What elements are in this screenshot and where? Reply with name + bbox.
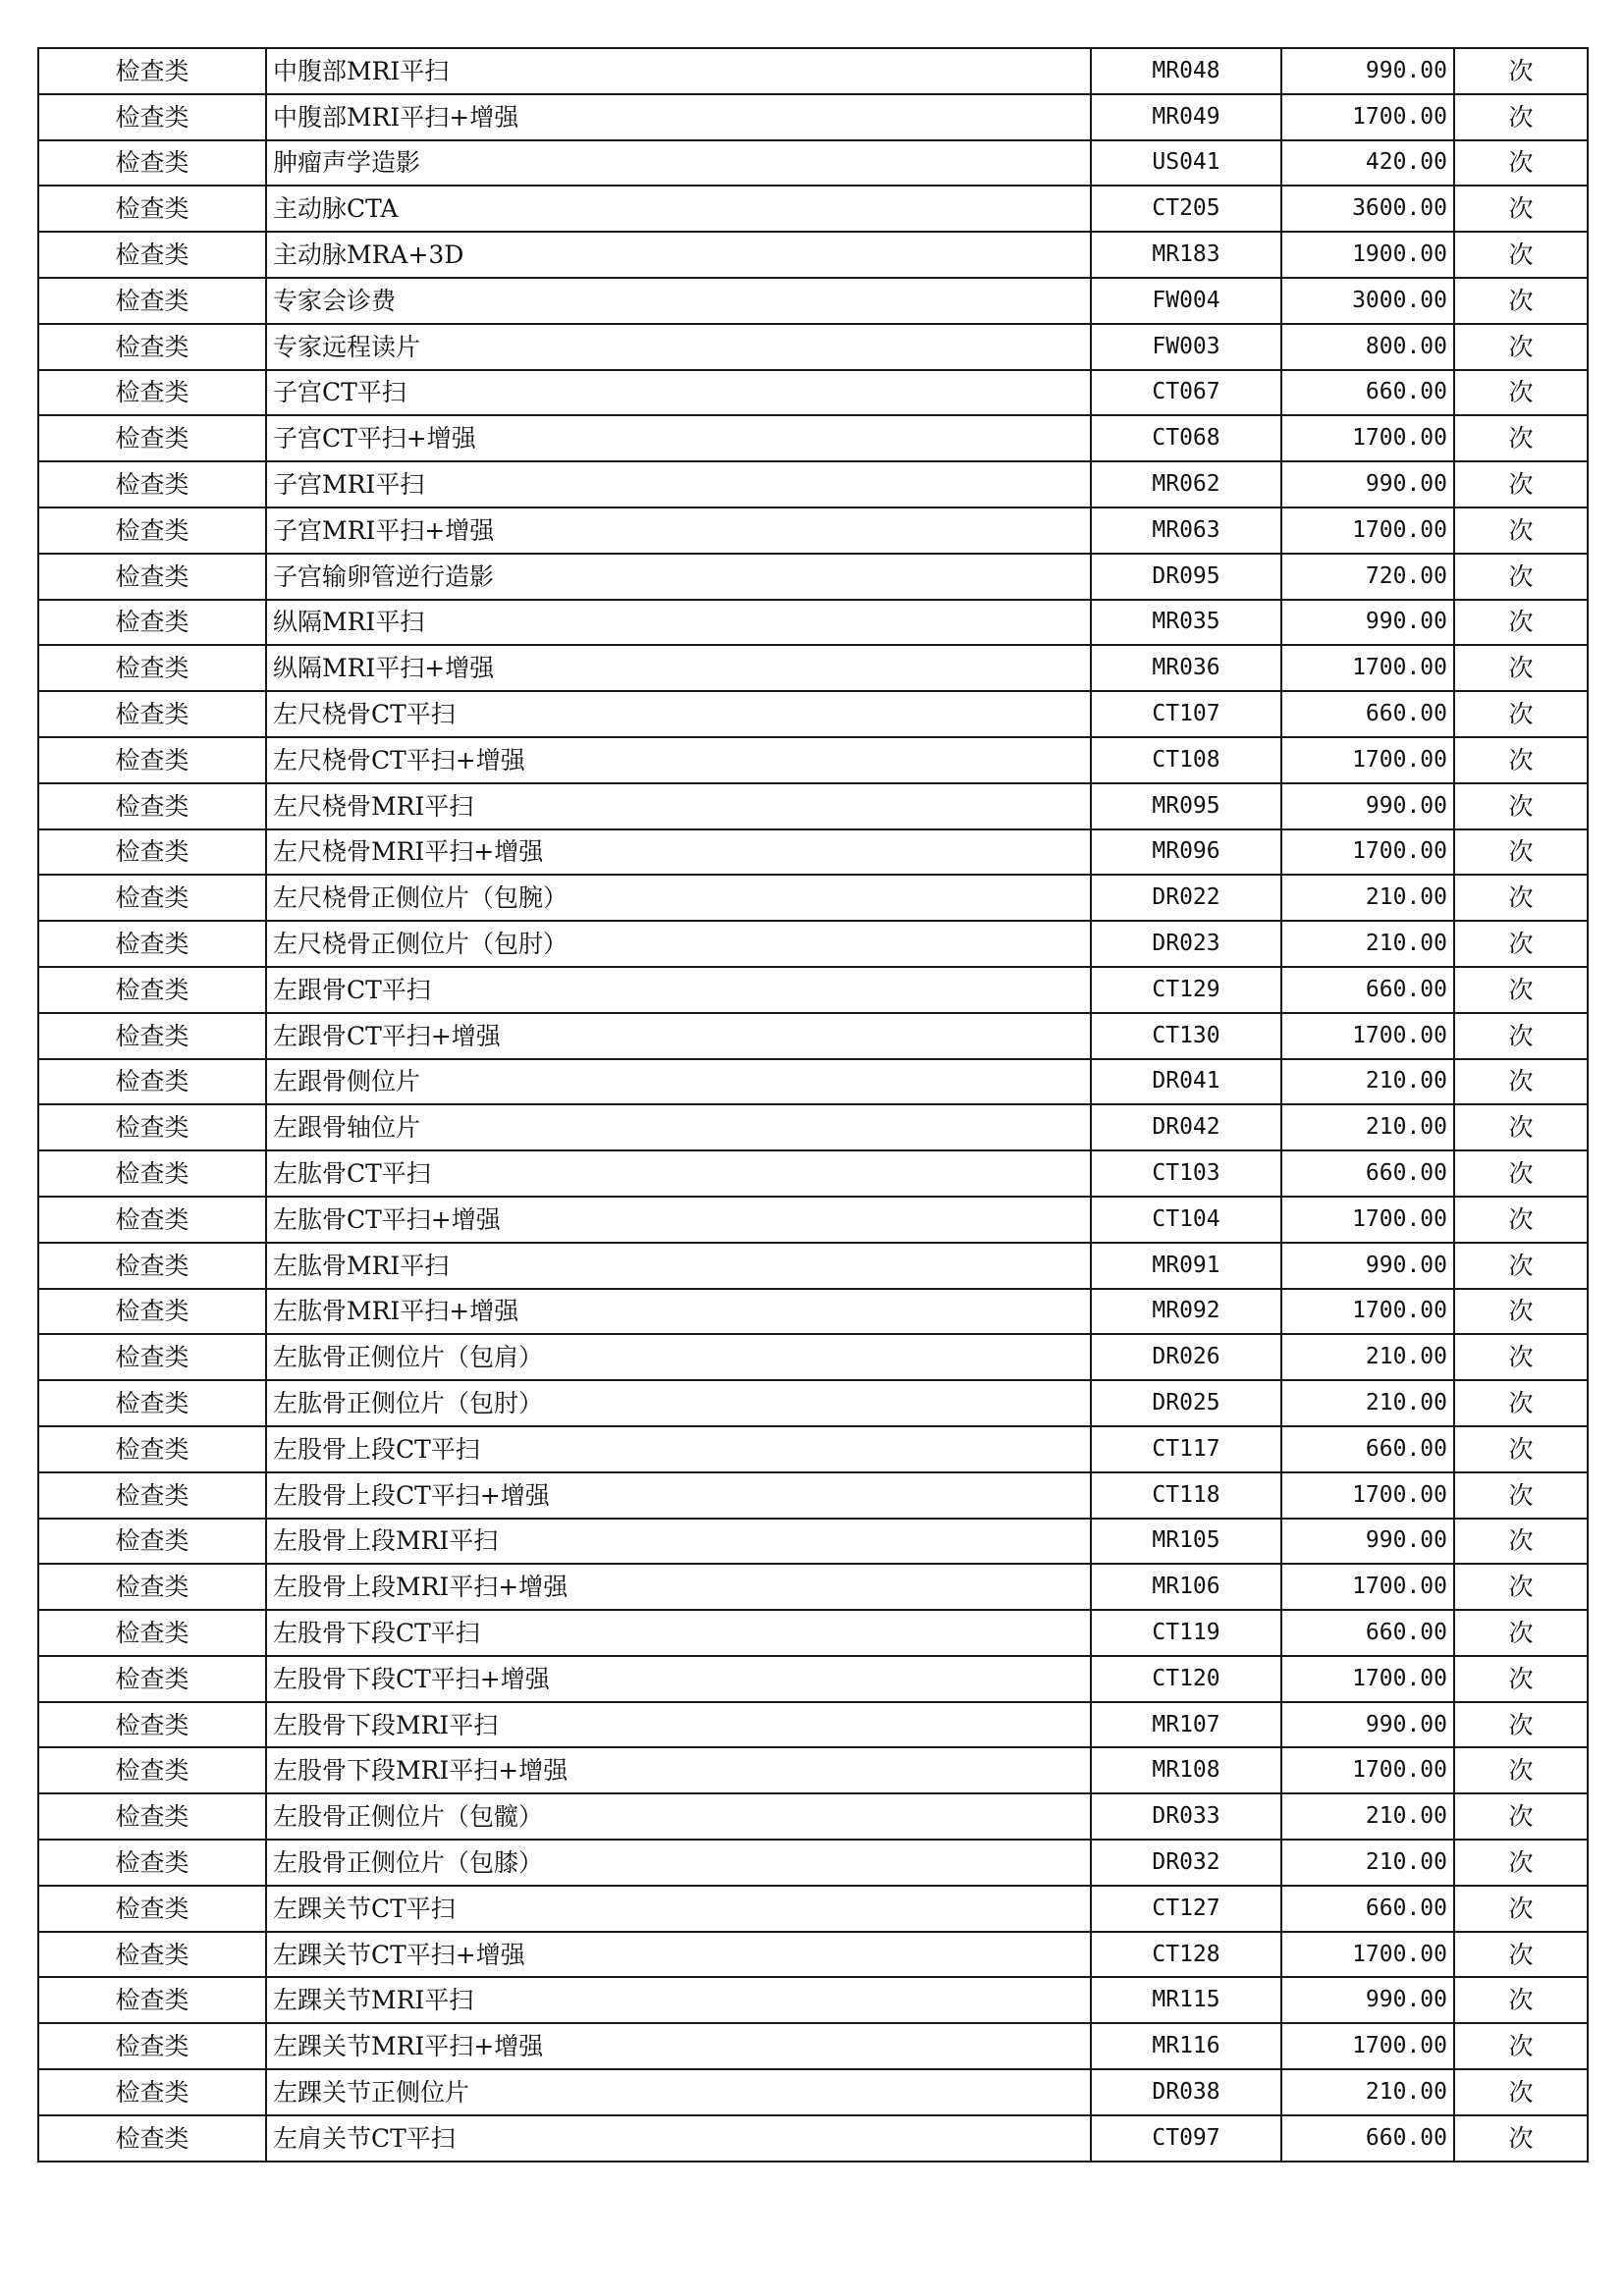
table-row [38, 507, 1588, 554]
category-cell: 检查类 [38, 278, 266, 324]
unit-cell: 次 [1454, 1977, 1588, 2023]
item-name-cell: 左股骨下段CT平扫 [266, 1610, 1091, 1656]
price-cell: 660.00 [1281, 1886, 1454, 1932]
unit-cell: 次 [1454, 1243, 1588, 1289]
table-row [38, 48, 1588, 94]
table-row [38, 1656, 1588, 1702]
price-cell: 1700.00 [1281, 1747, 1454, 1793]
price-cell: 1700.00 [1281, 1472, 1454, 1519]
item-name-cell: 左肱骨CT平扫 [266, 1150, 1091, 1197]
price-cell: 660.00 [1281, 1610, 1454, 1656]
table-row [38, 1932, 1588, 1978]
unit-cell: 次 [1454, 645, 1588, 691]
table-row [38, 1747, 1588, 1793]
item-code-cell: CT127 [1091, 1886, 1281, 1932]
price-cell: 1700.00 [1281, 1932, 1454, 1978]
item-code-cell: CT205 [1091, 186, 1281, 232]
price-cell: 660.00 [1281, 691, 1454, 737]
category-cell: 检查类 [38, 1977, 266, 2023]
category-cell: 检查类 [38, 370, 266, 416]
table-row [38, 1472, 1588, 1519]
item-code-cell: CT103 [1091, 1150, 1281, 1197]
category-cell: 检查类 [38, 1656, 266, 1702]
table-row [38, 1840, 1588, 1886]
category-cell: 检查类 [38, 783, 266, 829]
category-cell: 检查类 [38, 1519, 266, 1565]
category-cell: 检查类 [38, 554, 266, 600]
unit-cell: 次 [1454, 1519, 1588, 1565]
unit-cell: 次 [1454, 1104, 1588, 1150]
unit-cell: 次 [1454, 1793, 1588, 1840]
unit-cell: 次 [1454, 875, 1588, 921]
unit-cell: 次 [1454, 507, 1588, 554]
item-name-cell: 主动脉MRA+3D [266, 232, 1091, 278]
item-name-cell: 左股骨上段CT平扫+增强 [266, 1472, 1091, 1519]
item-name-cell: 左跟骨侧位片 [266, 1059, 1091, 1105]
price-cell: 660.00 [1281, 1150, 1454, 1197]
item-name-cell: 左尺桡骨CT平扫+增强 [266, 737, 1091, 783]
category-cell: 检查类 [38, 691, 266, 737]
item-code-cell: US041 [1091, 140, 1281, 187]
category-cell: 检查类 [38, 1013, 266, 1059]
table-row [38, 783, 1588, 829]
item-code-cell: CT068 [1091, 415, 1281, 461]
item-code-cell: CT108 [1091, 737, 1281, 783]
item-name-cell: 左股骨下段MRI平扫+增强 [266, 1747, 1091, 1793]
item-code-cell: DR026 [1091, 1334, 1281, 1380]
item-name-cell: 专家会诊费 [266, 278, 1091, 324]
category-cell: 检查类 [38, 1334, 266, 1380]
price-cell: 210.00 [1281, 2069, 1454, 2115]
item-code-cell: MR063 [1091, 507, 1281, 554]
item-code-cell: FW004 [1091, 278, 1281, 324]
category-cell: 检查类 [38, 2023, 266, 2069]
price-cell: 990.00 [1281, 1243, 1454, 1289]
unit-cell: 次 [1454, 1932, 1588, 1978]
item-code-cell: CT129 [1091, 967, 1281, 1013]
item-code-cell: MR049 [1091, 94, 1281, 140]
unit-cell: 次 [1454, 1747, 1588, 1793]
price-cell: 1700.00 [1281, 415, 1454, 461]
price-cell: 210.00 [1281, 1840, 1454, 1886]
price-cell: 720.00 [1281, 554, 1454, 600]
price-cell: 210.00 [1281, 1793, 1454, 1840]
category-cell: 检查类 [38, 1840, 266, 1886]
price-cell: 990.00 [1281, 1977, 1454, 2023]
price-cell: 210.00 [1281, 1380, 1454, 1426]
price-cell: 990.00 [1281, 1519, 1454, 1565]
category-cell: 检查类 [38, 1610, 266, 1656]
item-name-cell: 左尺桡骨MRI平扫 [266, 783, 1091, 829]
item-code-cell: MR116 [1091, 2023, 1281, 2069]
unit-cell: 次 [1454, 1564, 1588, 1610]
price-cell: 1700.00 [1281, 1013, 1454, 1059]
item-name-cell: 左股骨正侧位片（包髋） [266, 1793, 1091, 1840]
category-cell: 检查类 [38, 1289, 266, 1335]
category-cell: 检查类 [38, 94, 266, 140]
item-code-cell: CT107 [1091, 691, 1281, 737]
unit-cell: 次 [1454, 461, 1588, 507]
price-cell: 1900.00 [1281, 232, 1454, 278]
item-name-cell: 左跟骨CT平扫+增强 [266, 1013, 1091, 1059]
unit-cell: 次 [1454, 1472, 1588, 1519]
unit-cell: 次 [1454, 324, 1588, 370]
item-code-cell: DR095 [1091, 554, 1281, 600]
price-cell: 990.00 [1281, 1702, 1454, 1748]
unit-cell: 次 [1454, 1610, 1588, 1656]
item-code-cell: MR095 [1091, 783, 1281, 829]
item-name-cell: 子宫CT平扫 [266, 370, 1091, 416]
price-cell: 210.00 [1281, 921, 1454, 967]
price-cell: 210.00 [1281, 1059, 1454, 1105]
price-cell: 1700.00 [1281, 507, 1454, 554]
item-code-cell: DR023 [1091, 921, 1281, 967]
table-row [38, 1519, 1588, 1565]
category-cell: 检查类 [38, 1564, 266, 1610]
item-code-cell: FW003 [1091, 324, 1281, 370]
item-name-cell: 左尺桡骨正侧位片（包腕） [266, 875, 1091, 921]
category-cell: 检查类 [38, 415, 266, 461]
item-name-cell: 子宫MRI平扫 [266, 461, 1091, 507]
price-cell: 800.00 [1281, 324, 1454, 370]
item-code-cell: MR092 [1091, 1289, 1281, 1335]
item-name-cell: 纵隔MRI平扫+增强 [266, 645, 1091, 691]
unit-cell: 次 [1454, 1426, 1588, 1472]
item-code-cell: MR105 [1091, 1519, 1281, 1565]
category-cell: 检查类 [38, 1747, 266, 1793]
price-cell: 990.00 [1281, 461, 1454, 507]
item-code-cell: DR025 [1091, 1380, 1281, 1426]
category-cell: 检查类 [38, 48, 266, 94]
item-name-cell: 肿瘤声学造影 [266, 140, 1091, 187]
table-row [38, 1059, 1588, 1105]
table-row [38, 554, 1588, 600]
item-name-cell: 子宫MRI平扫+增强 [266, 507, 1091, 554]
unit-cell: 次 [1454, 1150, 1588, 1197]
item-code-cell: CT128 [1091, 1932, 1281, 1978]
table-row [38, 1289, 1588, 1335]
category-cell: 检查类 [38, 1472, 266, 1519]
item-name-cell: 左肱骨CT平扫+增强 [266, 1197, 1091, 1243]
table-row [38, 2069, 1588, 2115]
item-code-cell: CT117 [1091, 1426, 1281, 1472]
table-row [38, 1426, 1588, 1472]
unit-cell: 次 [1454, 370, 1588, 416]
item-code-cell: MR091 [1091, 1243, 1281, 1289]
item-code-cell: CT119 [1091, 1610, 1281, 1656]
unit-cell: 次 [1454, 278, 1588, 324]
price-cell: 1700.00 [1281, 2023, 1454, 2069]
table-row [38, 2115, 1588, 2162]
item-name-cell: 左踝关节正侧位片 [266, 2069, 1091, 2115]
item-code-cell: DR032 [1091, 1840, 1281, 1886]
item-name-cell: 左跟骨CT平扫 [266, 967, 1091, 1013]
table-row [38, 1886, 1588, 1932]
item-name-cell: 左股骨上段MRI平扫+增强 [266, 1564, 1091, 1610]
table-row [38, 278, 1588, 324]
price-cell: 1700.00 [1281, 1564, 1454, 1610]
category-cell: 检查类 [38, 461, 266, 507]
category-cell: 检查类 [38, 507, 266, 554]
price-cell: 1700.00 [1281, 1656, 1454, 1702]
unit-cell: 次 [1454, 2069, 1588, 2115]
table-row [38, 1150, 1588, 1197]
item-code-cell: MR035 [1091, 600, 1281, 646]
table-row [38, 875, 1588, 921]
table-row [38, 1243, 1588, 1289]
item-name-cell: 左股骨正侧位片（包膝） [266, 1840, 1091, 1886]
item-code-cell: CT120 [1091, 1656, 1281, 1702]
unit-cell: 次 [1454, 1334, 1588, 1380]
table-row [38, 94, 1588, 140]
item-code-cell: CT097 [1091, 2115, 1281, 2162]
price-table [37, 47, 1589, 2163]
table-row [38, 1610, 1588, 1656]
item-code-cell: DR041 [1091, 1059, 1281, 1105]
unit-cell: 次 [1454, 554, 1588, 600]
table-row [38, 370, 1588, 416]
unit-cell: 次 [1454, 1289, 1588, 1335]
table-row [38, 2023, 1588, 2069]
item-code-cell: DR033 [1091, 1793, 1281, 1840]
unit-cell: 次 [1454, 1840, 1588, 1886]
unit-cell: 次 [1454, 921, 1588, 967]
category-cell: 检查类 [38, 1426, 266, 1472]
category-cell: 检查类 [38, 1702, 266, 1748]
category-cell: 检查类 [38, 1793, 266, 1840]
price-cell: 1700.00 [1281, 737, 1454, 783]
category-cell: 检查类 [38, 324, 266, 370]
item-name-cell: 左跟骨轴位片 [266, 1104, 1091, 1150]
category-cell: 检查类 [38, 967, 266, 1013]
table-row [38, 324, 1588, 370]
category-cell: 检查类 [38, 1150, 266, 1197]
item-code-cell: CT118 [1091, 1472, 1281, 1519]
category-cell: 检查类 [38, 232, 266, 278]
category-cell: 检查类 [38, 2115, 266, 2162]
price-cell: 3000.00 [1281, 278, 1454, 324]
category-cell: 检查类 [38, 140, 266, 187]
item-code-cell: MR062 [1091, 461, 1281, 507]
item-code-cell: DR042 [1091, 1104, 1281, 1150]
item-name-cell: 左尺桡骨正侧位片（包肘） [266, 921, 1091, 967]
unit-cell: 次 [1454, 232, 1588, 278]
unit-cell: 次 [1454, 94, 1588, 140]
category-cell: 检查类 [38, 1104, 266, 1150]
item-code-cell: MR107 [1091, 1702, 1281, 1748]
table-row [38, 1793, 1588, 1840]
price-cell: 420.00 [1281, 140, 1454, 187]
table-row [38, 967, 1588, 1013]
item-name-cell: 左尺桡骨MRI平扫+增强 [266, 829, 1091, 876]
table-row [38, 1334, 1588, 1380]
item-code-cell: MR115 [1091, 1977, 1281, 2023]
category-cell: 检查类 [38, 1059, 266, 1105]
price-cell: 990.00 [1281, 783, 1454, 829]
price-cell: 210.00 [1281, 1334, 1454, 1380]
item-name-cell: 专家远程读片 [266, 324, 1091, 370]
price-cell: 1700.00 [1281, 645, 1454, 691]
unit-cell: 次 [1454, 783, 1588, 829]
table-row [38, 232, 1588, 278]
table-row [38, 1702, 1588, 1748]
item-name-cell: 左肱骨正侧位片（包肘） [266, 1380, 1091, 1426]
item-name-cell: 左股骨下段CT平扫+增强 [266, 1656, 1091, 1702]
item-code-cell: CT067 [1091, 370, 1281, 416]
category-cell: 检查类 [38, 186, 266, 232]
table-row [38, 1977, 1588, 2023]
item-code-cell: CT104 [1091, 1197, 1281, 1243]
table-row [38, 415, 1588, 461]
item-name-cell: 左股骨上段CT平扫 [266, 1426, 1091, 1472]
item-name-cell: 左尺桡骨CT平扫 [266, 691, 1091, 737]
table-row [38, 461, 1588, 507]
price-cell: 1700.00 [1281, 94, 1454, 140]
unit-cell: 次 [1454, 1059, 1588, 1105]
unit-cell: 次 [1454, 1886, 1588, 1932]
table-row [38, 140, 1588, 187]
unit-cell: 次 [1454, 1702, 1588, 1748]
item-name-cell: 左踝关节CT平扫 [266, 1886, 1091, 1932]
item-code-cell: MR036 [1091, 645, 1281, 691]
category-cell: 检查类 [38, 1197, 266, 1243]
item-code-cell: MR108 [1091, 1747, 1281, 1793]
category-cell: 检查类 [38, 829, 266, 876]
table-row [38, 1104, 1588, 1150]
unit-cell: 次 [1454, 1197, 1588, 1243]
item-name-cell: 纵隔MRI平扫 [266, 600, 1091, 646]
table-row [38, 691, 1588, 737]
item-name-cell: 左踝关节MRI平扫+增强 [266, 2023, 1091, 2069]
unit-cell: 次 [1454, 2115, 1588, 2162]
item-name-cell: 子宫CT平扫+增强 [266, 415, 1091, 461]
item-name-cell: 左踝关节MRI平扫 [266, 1977, 1091, 2023]
unit-cell: 次 [1454, 2023, 1588, 2069]
category-cell: 检查类 [38, 1380, 266, 1426]
table-row [38, 829, 1588, 876]
table-row [38, 921, 1588, 967]
item-name-cell: 左股骨下段MRI平扫 [266, 1702, 1091, 1748]
unit-cell: 次 [1454, 186, 1588, 232]
table-body [38, 48, 1588, 2162]
unit-cell: 次 [1454, 737, 1588, 783]
item-name-cell: 子宫输卵管逆行造影 [266, 554, 1091, 600]
price-cell: 660.00 [1281, 967, 1454, 1013]
item-code-cell: DR022 [1091, 875, 1281, 921]
unit-cell: 次 [1454, 48, 1588, 94]
item-name-cell: 主动脉CTA [266, 186, 1091, 232]
category-cell: 检查类 [38, 1886, 266, 1932]
table-row [38, 1380, 1588, 1426]
unit-cell: 次 [1454, 415, 1588, 461]
unit-cell: 次 [1454, 829, 1588, 876]
table-row [38, 1197, 1588, 1243]
table-row [38, 1564, 1588, 1610]
unit-cell: 次 [1454, 140, 1588, 187]
category-cell: 检查类 [38, 600, 266, 646]
item-code-cell: MR096 [1091, 829, 1281, 876]
item-name-cell: 中腹部MRI平扫 [266, 48, 1091, 94]
category-cell: 检查类 [38, 875, 266, 921]
category-cell: 检查类 [38, 645, 266, 691]
item-code-cell: CT130 [1091, 1013, 1281, 1059]
table-row [38, 186, 1588, 232]
unit-cell: 次 [1454, 967, 1588, 1013]
price-cell: 1700.00 [1281, 1289, 1454, 1335]
price-cell: 3600.00 [1281, 186, 1454, 232]
table-row [38, 645, 1588, 691]
unit-cell: 次 [1454, 600, 1588, 646]
item-name-cell: 中腹部MRI平扫+增强 [266, 94, 1091, 140]
item-code-cell: MR183 [1091, 232, 1281, 278]
unit-cell: 次 [1454, 1013, 1588, 1059]
price-cell: 210.00 [1281, 1104, 1454, 1150]
item-name-cell: 左肱骨MRI平扫 [266, 1243, 1091, 1289]
unit-cell: 次 [1454, 691, 1588, 737]
price-cell: 660.00 [1281, 370, 1454, 416]
item-name-cell: 左肱骨正侧位片（包肩） [266, 1334, 1091, 1380]
table-row [38, 737, 1588, 783]
item-code-cell: MR048 [1091, 48, 1281, 94]
category-cell: 检查类 [38, 1243, 266, 1289]
category-cell: 检查类 [38, 2069, 266, 2115]
table-row [38, 600, 1588, 646]
unit-cell: 次 [1454, 1656, 1588, 1702]
table-row [38, 1013, 1588, 1059]
price-cell: 660.00 [1281, 2115, 1454, 2162]
price-cell: 990.00 [1281, 600, 1454, 646]
item-code-cell: DR038 [1091, 2069, 1281, 2115]
category-cell: 检查类 [38, 1932, 266, 1978]
unit-cell: 次 [1454, 1380, 1588, 1426]
item-name-cell: 左肩关节CT平扫 [266, 2115, 1091, 2162]
price-cell: 1700.00 [1281, 829, 1454, 876]
item-name-cell: 左股骨上段MRI平扫 [266, 1519, 1091, 1565]
item-code-cell: MR106 [1091, 1564, 1281, 1610]
category-cell: 检查类 [38, 737, 266, 783]
item-name-cell: 左肱骨MRI平扫+增强 [266, 1289, 1091, 1335]
price-cell: 1700.00 [1281, 1197, 1454, 1243]
price-cell: 210.00 [1281, 875, 1454, 921]
price-cell: 660.00 [1281, 1426, 1454, 1472]
item-name-cell: 左踝关节CT平扫+增强 [266, 1932, 1091, 1978]
price-cell: 990.00 [1281, 48, 1454, 94]
category-cell: 检查类 [38, 921, 266, 967]
